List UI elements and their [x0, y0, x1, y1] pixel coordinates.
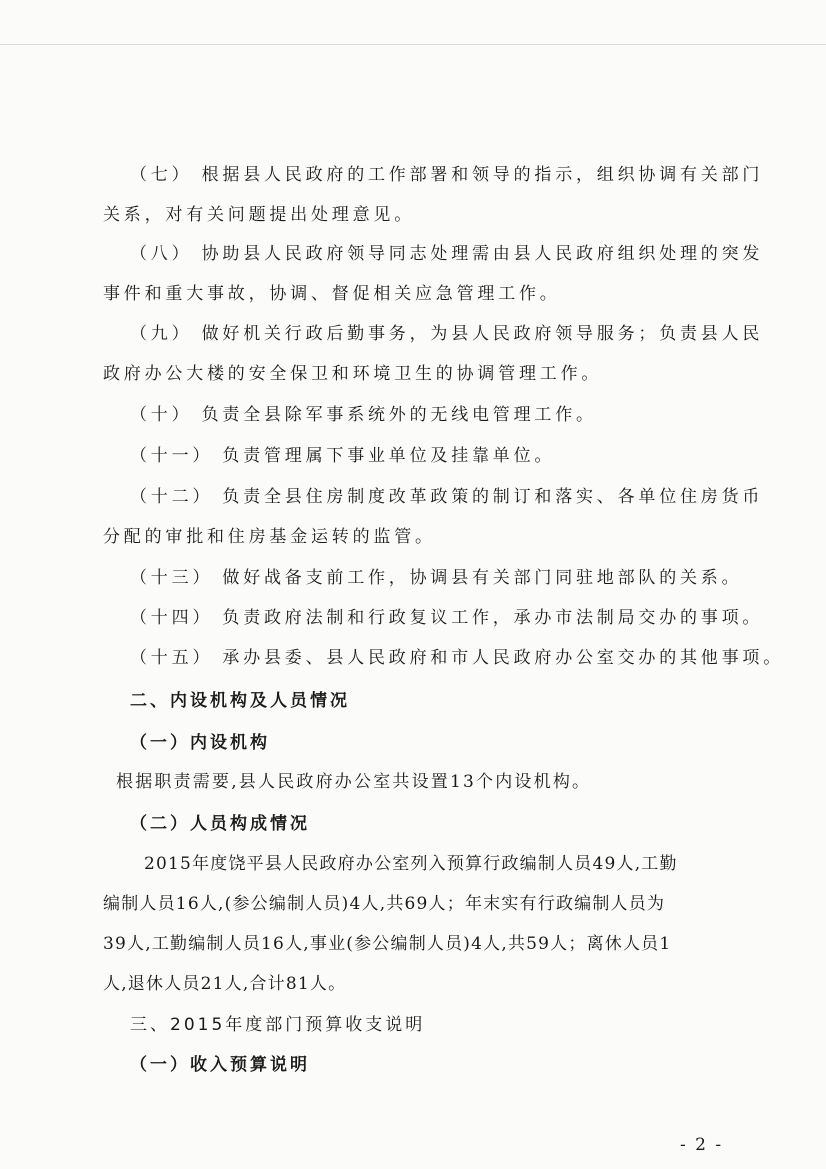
scan-edge-line — [0, 44, 826, 45]
paragraph-line: 政府办公大楼的安全保卫和环境卫生的协调管理工作。 — [103, 364, 603, 384]
paragraph-line: （十五） 承办县委、县人民政府和市人民政府办公室交办的其他事项。 — [130, 648, 785, 668]
paragraph-line: 关系，对有关问题提出处理意见。 — [103, 205, 415, 225]
section-heading: 二、内设机构及人员情况 — [130, 691, 350, 711]
section-heading: 三、2015年度部门预算收支说明 — [130, 1015, 426, 1035]
paragraph-line: （七） 根据县人民政府的工作部署和领导的指示，组织协调有关部门 — [130, 165, 764, 185]
page-number: - 2 - — [680, 1135, 724, 1155]
paragraph-line: 编制人员16人,(参公编制人员)4人,共69人；年末实有行政编制人员为 — [103, 894, 666, 914]
paragraph-line: 分配的审批和住房基金运转的监管。 — [103, 527, 436, 547]
paragraph-line: （十） 负责全县除军事系统外的无线电管理工作。 — [130, 405, 597, 425]
paragraph-line: 39人,工勤编制人员16人,事业(参公编制人员)4人,共59人；离休人员1 — [103, 934, 672, 954]
subsection-heading: （二）人员构成情况 — [130, 814, 310, 834]
paragraph-line: （九） 做好机关行政后勤事务，为县人民政府领导服务；负责县人民 — [130, 324, 764, 344]
paragraph-line: 根据职责需要,县人民政府办公室共设置13个内设机构。 — [116, 772, 592, 792]
paragraph-line: （十一） 负责管理属下事业单位及挂靠单位。 — [130, 446, 556, 466]
paragraph-line: （八） 协助县人民政府领导同志处理需由县人民政府组织处理的突发 — [130, 244, 764, 264]
paragraph-line: 2015年度饶平县人民政府办公室列入预算行政编制人员49人,工勤 — [144, 854, 678, 874]
subsection-heading: （一）内设机构 — [130, 733, 270, 753]
paragraph-line: 人,退休人员21人,合计81人。 — [103, 974, 347, 994]
paragraph-line: （十三） 做好战备支前工作，协调县有关部门同驻地部队的关系。 — [130, 568, 743, 588]
subsection-heading: （一）收入预算说明 — [130, 1055, 310, 1075]
paragraph-line: 事件和重大事故，协调、督促相关应急管理工作。 — [103, 284, 561, 304]
paragraph-line: （十四） 负责政府法制和行政复议工作，承办市法制局交办的事项。 — [130, 608, 764, 628]
paragraph-line: （十二） 负责全县住房制度改革政策的制订和落实、各单位住房货币 — [130, 487, 764, 507]
